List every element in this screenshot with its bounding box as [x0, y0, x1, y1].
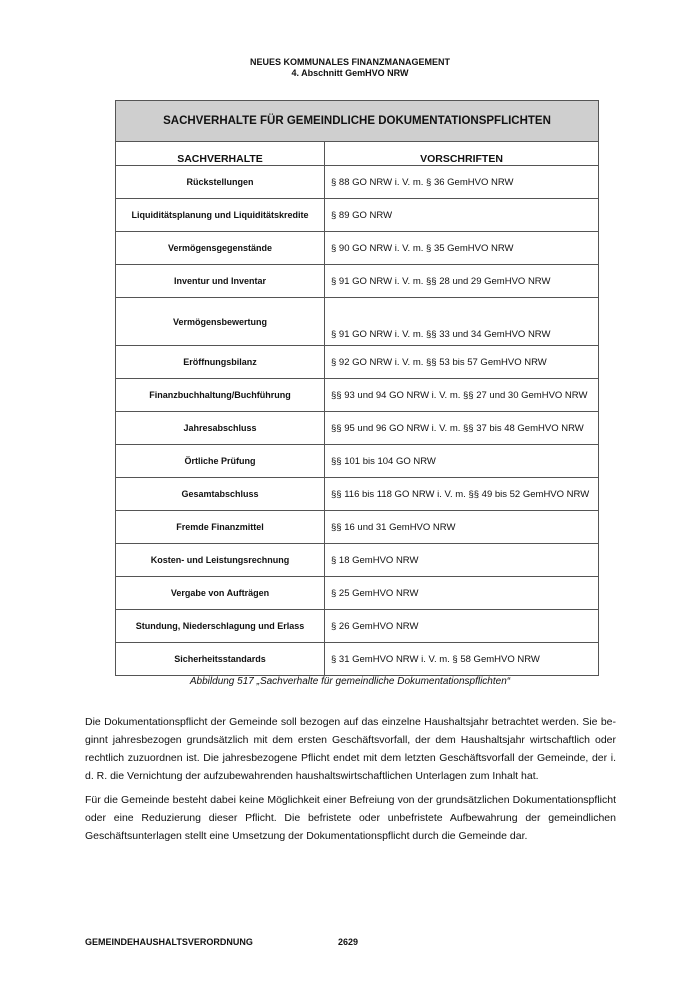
vorschrift-cell: §§ 101 bis 104 GO NRW — [325, 445, 599, 478]
header-line-1: NEUES KOMMUNALES FINANZMANAGEMENT — [250, 57, 450, 67]
vorschrift-cell: § 91 GO NRW i. V. m. §§ 33 und 34 GemHVO NRW — [325, 298, 599, 346]
vorschrift-cell: § 31 GemHVO NRW i. V. m. § 58 GemHVO NRW — [325, 643, 599, 676]
table-row — [116, 445, 599, 478]
column-header-sachverhalte: SACHVERHALTE — [116, 142, 325, 166]
column-header-vorschriften: VORSCHRIFTEN — [325, 142, 599, 166]
vorschrift-cell: § 89 GO NRW — [325, 199, 599, 232]
table-row — [116, 412, 599, 445]
table-row — [116, 346, 599, 379]
sachverhalt-cell: Gesamtabschluss — [116, 478, 325, 511]
table-row — [116, 643, 599, 676]
footer-title: GEMEINDEHAUSHALTSVERORDNUNG — [85, 937, 253, 947]
documentation-table — [115, 100, 599, 676]
vorschrift-cell: § 88 GO NRW i. V. m. § 36 GemHVO NRW — [325, 166, 599, 199]
sachverhalt-cell: Eröffnungsbilanz — [116, 346, 325, 379]
figure-caption: Abbildung 517 „Sachverhalte für gemeindliche Dokumentationspflichten“ — [189, 676, 511, 687]
vorschrift-cell: §§ 95 und 96 GO NRW i. V. m. §§ 37 bis 48 GemHVO NRW — [325, 412, 599, 445]
body-paragraph-2: Für die Gemeinde besteht dabei keine Möglichkeit einer Befreiung von der grundsätzlichen Dokumentationspflicht oder eine Reduzierung dieser Pflicht. Die befristete oder unbefristete Aufbewahrung der gemeindlichen Geschäftsunterlagen stellt eine Umsetzung der Dokumentationspflicht durch die Gemeinde dar. — [85, 793, 616, 842]
vorschrift-cell: § 91 GO NRW i. V. m. §§ 28 und 29 GemHVO NRW — [325, 265, 599, 298]
body-paragraph-1: Die Dokumentationspflicht der Gemeinde soll bezogen auf das einzelne Haushaltsjahr betrachtet werden. Sie beginnt jahresbezogen grundsätzlich mit dem ersten Geschäftsvorfall, der dem Haushaltsjahr wirtschaftlich oder rechtlich zuzuordnen ist. Die jahresbezogene Pflicht endet mit dem letzten Geschäftsvorfall der Gemeinde, der i. d. R. die Vernichtung der aufzubewahrenden haushaltswirtschaftlichen Unterlagen zum Inhalt hat. — [85, 715, 616, 782]
table-row — [116, 166, 599, 199]
table-row — [116, 544, 599, 577]
sachverhalt-cell: Inventur und Inventar — [116, 265, 325, 298]
table-row — [116, 511, 599, 544]
page-number: 2629 — [338, 937, 359, 947]
sachverhalt-cell: Kosten- und Leistungsrechnung — [116, 544, 325, 577]
sachverhalt-cell: Finanzbuchhaltung/Buchführung — [116, 379, 325, 412]
sachverhalt-cell: Stundung, Niederschlagung und Erlass — [116, 610, 325, 643]
table-row — [116, 232, 599, 265]
sachverhalt-cell: Vergabe von Aufträgen — [116, 577, 325, 610]
header-line-2: 4. Abschnitt GemHVO NRW — [291, 68, 409, 78]
sachverhalt-cell: Sicherheitsstandards — [116, 643, 325, 676]
table-row — [116, 265, 599, 298]
sachverhalt-cell: Örtliche Prüfung — [116, 445, 325, 478]
vorschrift-cell: § 92 GO NRW i. V. m. §§ 53 bis 57 GemHVO NRW — [325, 346, 599, 379]
vorschrift-cell: §§ 93 und 94 GO NRW i. V. m. §§ 27 und 30 GemHVO NRW — [325, 379, 599, 412]
sachverhalt-cell: Rückstellungen — [116, 166, 325, 199]
page-footer — [85, 937, 359, 947]
vorschrift-cell: §§ 16 und 31 GemHVO NRW — [325, 511, 599, 544]
table-row — [116, 610, 599, 643]
sachverhalt-cell: Vermögensgegenstände — [116, 232, 325, 265]
vorschrift-cell: § 18 GemHVO NRW — [325, 544, 599, 577]
table-row — [116, 298, 599, 346]
sachverhalt-cell: Jahresabschluss — [116, 412, 325, 445]
sachverhalt-cell: Vermögensbewertung — [116, 298, 325, 346]
table-row — [116, 577, 599, 610]
table-row — [116, 199, 599, 232]
vorschrift-cell: § 25 GemHVO NRW — [325, 577, 599, 610]
vorschrift-cell: § 90 GO NRW i. V. m. § 35 GemHVO NRW — [325, 232, 599, 265]
table-row — [116, 379, 599, 412]
sachverhalt-cell: Fremde Finanzmittel — [116, 511, 325, 544]
table-title: SACHVERHALTE FÜR GEMEINDLICHE DOKUMENTATIONSPFLICHTEN — [116, 101, 599, 142]
sachverhalt-cell: Liquiditätsplanung und Liquiditätskredite — [116, 199, 325, 232]
table-row — [116, 478, 599, 511]
vorschrift-cell: § 26 GemHVO NRW — [325, 610, 599, 643]
page-header — [0, 57, 700, 79]
vorschrift-cell: §§ 116 bis 118 GO NRW i. V. m. §§ 49 bis 52 GemHVO NRW — [325, 478, 599, 511]
